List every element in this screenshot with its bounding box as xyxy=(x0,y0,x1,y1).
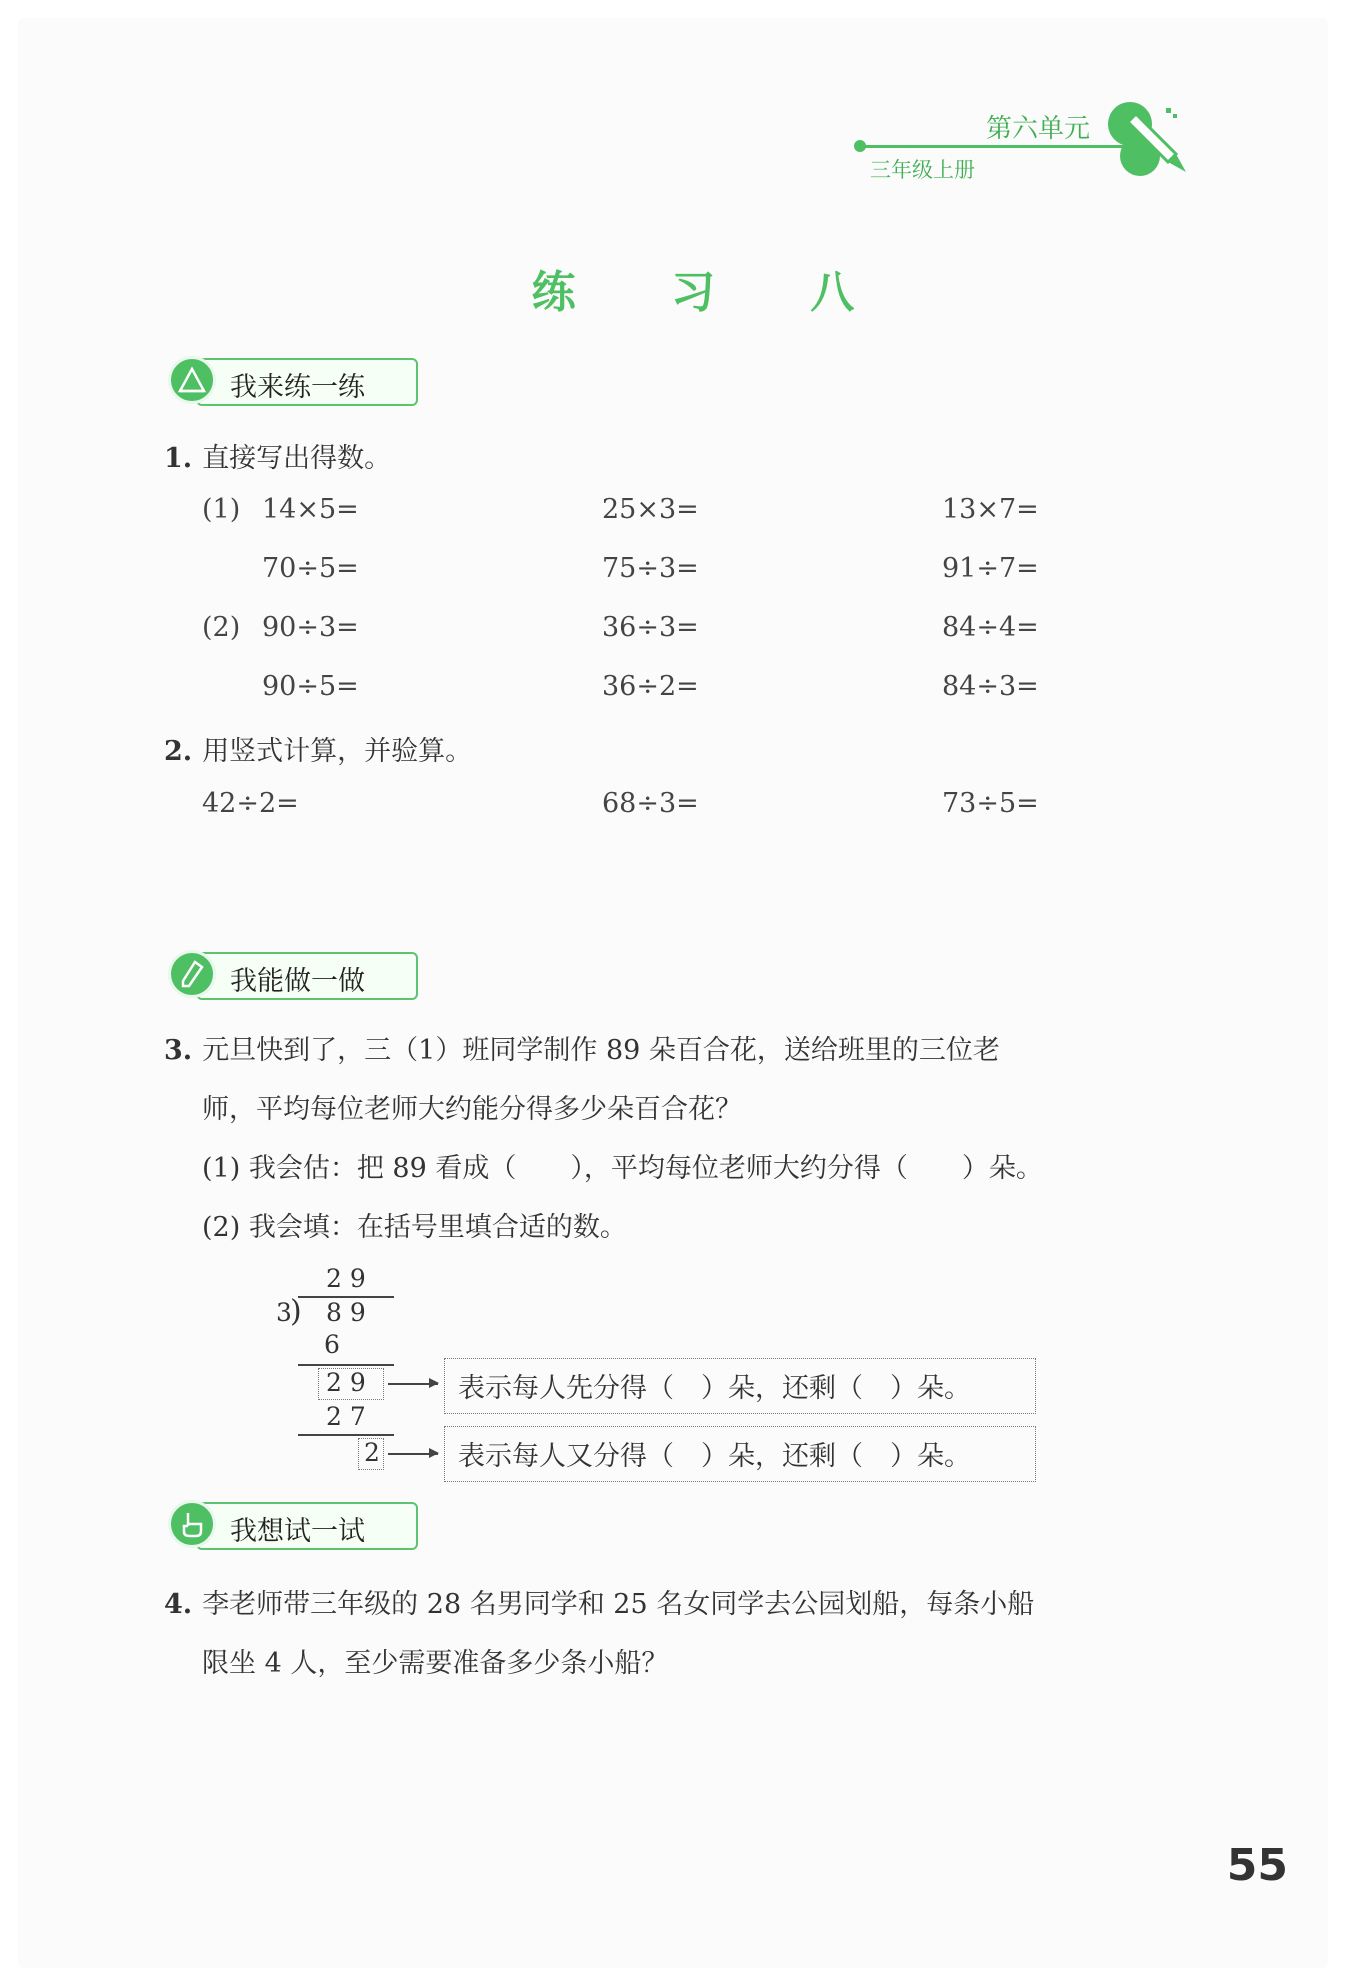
q4-text: 李老师带三年级的 28 名男同学和 25 名女同学去公园划船，每条小船 xyxy=(202,1589,1035,1620)
section-badge-can-do xyxy=(168,950,416,1000)
q1-text: 直接写出得数。 xyxy=(202,443,392,474)
section-badge-practice xyxy=(168,356,416,406)
q4-line2: 限坐 4 人，至少需要准备多少条小船？ xyxy=(202,1648,669,1679)
q3-line2: 师，平均每位老师大约能分得多少朵百合花？ xyxy=(202,1094,742,1125)
expr: 90÷3= xyxy=(262,612,359,643)
ruler-triangle-icon xyxy=(177,365,207,395)
page-title: 练 习 八 xyxy=(531,267,895,318)
unit-title: 第六单元 xyxy=(986,114,1091,144)
arrow-right-icon xyxy=(388,1383,438,1385)
section-label: 我来练一练 xyxy=(230,372,365,403)
section-label: 我想试一试 xyxy=(230,1516,365,1547)
division-line xyxy=(298,1434,394,1436)
expr: 36÷3= xyxy=(602,612,699,643)
q1-part1-label: (1) xyxy=(202,494,241,525)
expr: 84÷3= xyxy=(942,671,1039,702)
page-number: 55 xyxy=(1226,1840,1288,1891)
q1-prompt xyxy=(164,436,391,475)
division-remainder1: 2 9 xyxy=(326,1368,366,1397)
division-divisor: 3 xyxy=(276,1298,292,1327)
grade-label: 三年级上册 xyxy=(870,158,975,182)
box1-text: 表示每人先分得（ ）朵，还剩（ ）朵。 xyxy=(458,1373,971,1404)
section-label: 我能做一做 xyxy=(230,966,365,997)
division-step2: 2 7 xyxy=(326,1402,366,1431)
expr: 36÷2= xyxy=(602,671,699,702)
expr: 73÷5= xyxy=(942,788,1039,819)
box2-text: 表示每人又分得（ ）朵，还剩（ ）朵。 xyxy=(458,1441,971,1472)
q2-prompt xyxy=(164,729,472,768)
division-step1: 6 xyxy=(324,1330,340,1359)
pencil-logo-icon xyxy=(1106,100,1190,180)
q4-line1 xyxy=(164,1582,1034,1621)
arrow-right-icon xyxy=(388,1453,438,1455)
expr: 68÷3= xyxy=(602,788,699,819)
q3-text: 元旦快到了，三（1）班同学制作 89 朵百合花，送给班里的三位老 xyxy=(202,1035,1000,1066)
page xyxy=(18,18,1328,1968)
q4-number: 4. xyxy=(164,1589,193,1620)
division-bracket: ) xyxy=(290,1294,302,1329)
section-badge-try xyxy=(168,1500,416,1550)
expr: 42÷2= xyxy=(202,788,299,819)
pointing-hand-icon xyxy=(177,1509,207,1539)
division-quotient: 2 9 xyxy=(326,1264,366,1293)
pencil-icon xyxy=(177,959,207,989)
q2-text: 用竖式计算，并验算。 xyxy=(202,736,473,767)
expr: 25×3= xyxy=(602,494,699,525)
expr: 13×7= xyxy=(942,494,1039,525)
q3-sub1: (1) 我会估：把 89 看成（ ），平均每位老师大约分得（ ）朵。 xyxy=(202,1153,1043,1184)
expr: 70÷5= xyxy=(262,553,359,584)
division-remainder2: 2 xyxy=(364,1438,380,1467)
expr: 14×5= xyxy=(262,494,359,525)
division-dividend: 8 9 xyxy=(326,1298,366,1327)
q3-line1 xyxy=(164,1028,1000,1067)
q1-number: 1. xyxy=(164,443,193,474)
expr: 90÷5= xyxy=(262,671,359,702)
q3-sub2: (2) 我会填：在括号里填合适的数。 xyxy=(202,1212,627,1243)
q1-part2-label: (2) xyxy=(202,612,241,643)
division-line xyxy=(298,1364,394,1366)
q2-number: 2. xyxy=(164,736,193,767)
q3-number: 3. xyxy=(164,1035,193,1066)
expr: 75÷3= xyxy=(602,553,699,584)
expr: 84÷4= xyxy=(942,612,1039,643)
expr: 91÷7= xyxy=(942,553,1039,584)
